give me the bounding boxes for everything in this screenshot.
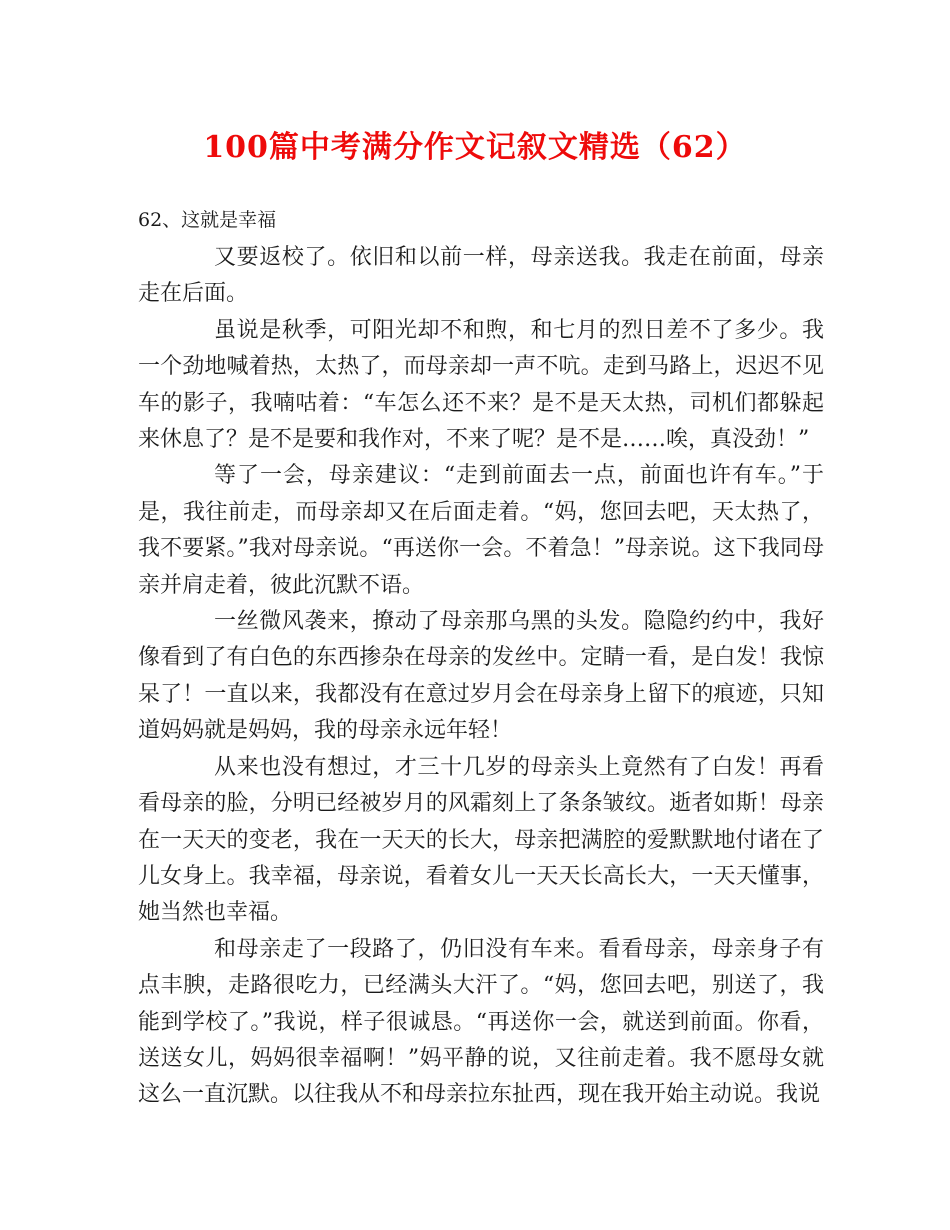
paragraph-4: 一丝微风袭来，撩动了母亲那乌黑的头发。隐隐约约中，我好像看到了有白色的东西掺杂在母亲的发丝中。定睛一看，是白发！我惊呆了！一直以来，我都没有在意过岁月会在母亲身上留下的痕迹，只知道妈妈就是妈妈，我的母亲永远年轻！ — [138, 609, 824, 744]
document-title: 100篇中考满分作文记叙文精选（62） — [203, 130, 747, 165]
essay-heading: 62、这就是幸福 — [138, 209, 277, 231]
paragraph-5: 从来也没有想过，才三十几岁的母亲头上竟然有了白发！再看看母亲的脸，分明已经被岁月的风霜刻上了条条皱纹。逝者如斯！母亲在一天天的变老，我在一天天的长大，母亲把满腔的爱默默地付诸在了儿女身上。我幸福，母亲说，看着女儿一天天长高长大，一天天懂事，她当然也幸福。 — [138, 754, 824, 926]
paragraph-3: 等了一会，母亲建议：“走到前面去一点，前面也许有车。”于是，我往前走，而母亲却又在后面走着。“妈，您回去吧，天太热了，我不要紧。”我对母亲说。“再送你一会。不着急！”母亲说。这下我同母亲并肩走着，彼此沉默不语。 — [138, 463, 824, 598]
essay-body — [138, 240, 824, 1114]
paragraph-6: 和母亲走了一段路了，仍旧没有车来。看看母亲，母亲身子有点丰腴，走路很吃力，已经满头大汗了。“妈，您回去吧，别送了，我能到学校了。”我说，样子很诚恳。“再送你一会，就送到前面。你看，送送女儿，妈妈很幸福啊！”妈平静的说，又往前走着。我不愿母女就这么一直沉默。以往我从不和母亲拉东扯西，现在我开始主动说。我说 — [138, 936, 824, 1108]
paragraph-1: 又要返校了。依旧和以前一样，母亲送我。我走在前面，母亲走在后面。 — [138, 245, 824, 307]
paragraph-2: 虽说是秋季，可阳光却不和煦，和七月的烈日差不了多少。我一个劲地喊着热，太热了，而母亲却一声不吭。走到马路上，迟迟不见车的影子，我喃咕着：“车怎么还不来？是不是天太热，司机们都躲起来休息了？是不是要和我作对，不来了呢？是不是……唉，真没劲！” — [138, 317, 824, 453]
